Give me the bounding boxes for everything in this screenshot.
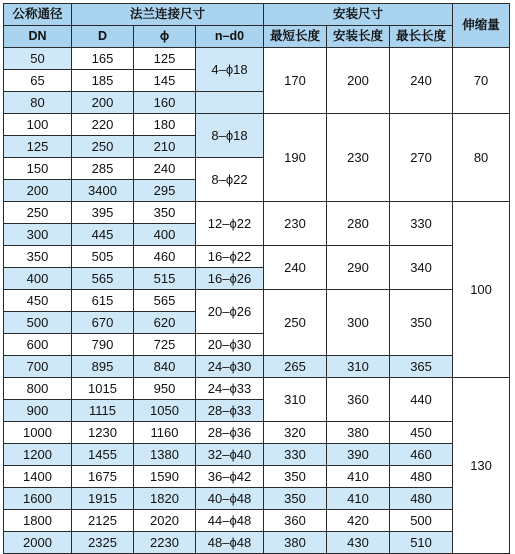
- cell-bolts: 20–ϕ26: [196, 290, 264, 334]
- cell-d: 1230: [72, 422, 134, 444]
- header-bolt-circle: ϕ: [134, 26, 196, 48]
- cell-max: 240: [390, 48, 453, 114]
- cell-dn: 1200: [4, 444, 72, 466]
- cell-std: 380: [327, 422, 390, 444]
- cell-d: 3400: [72, 180, 134, 202]
- cell-max: 510: [390, 532, 453, 554]
- header-install-length: 安装长度: [327, 26, 390, 48]
- header-max-length: 最长长度: [390, 26, 453, 48]
- cell-dn: 100: [4, 114, 72, 136]
- cell-d: 1915: [72, 488, 134, 510]
- table-row: [4, 378, 510, 400]
- cell-std: 390: [327, 444, 390, 466]
- cell-stretch: 130: [453, 378, 510, 554]
- cell-d: 250: [72, 136, 134, 158]
- cell-k: 145: [134, 70, 196, 92]
- cell-d: 1675: [72, 466, 134, 488]
- cell-k: 210: [134, 136, 196, 158]
- cell-d: 505: [72, 246, 134, 268]
- cell-max: 270: [390, 114, 453, 202]
- cell-min: 250: [264, 290, 327, 356]
- cell-bolts: 8–ϕ22: [196, 158, 264, 202]
- cell-k: 295: [134, 180, 196, 202]
- header-expansion: 伸缩量: [453, 4, 510, 48]
- cell-dn: 1000: [4, 422, 72, 444]
- cell-d: 220: [72, 114, 134, 136]
- cell-dn: 80: [4, 92, 72, 114]
- cell-k: 725: [134, 334, 196, 356]
- cell-k: 350: [134, 202, 196, 224]
- cell-dn: 50: [4, 48, 72, 70]
- cell-dn: 1800: [4, 510, 72, 532]
- cell-std: 310: [327, 356, 390, 378]
- cell-min: 330: [264, 444, 327, 466]
- cell-std: 410: [327, 466, 390, 488]
- header-flange-dimensions: 法兰连接尺寸: [72, 4, 264, 26]
- cell-dn: 500: [4, 312, 72, 334]
- cell-min: 350: [264, 466, 327, 488]
- cell-k: 1160: [134, 422, 196, 444]
- cell-stretch: 100: [453, 202, 510, 378]
- cell-dn: 350: [4, 246, 72, 268]
- cell-max: 480: [390, 488, 453, 510]
- table-row: [4, 290, 510, 312]
- cell-std: 230: [327, 114, 390, 202]
- cell-max: 500: [390, 510, 453, 532]
- cell-dn: 65: [4, 70, 72, 92]
- cell-d: 200: [72, 92, 134, 114]
- cell-d: 2125: [72, 510, 134, 532]
- cell-bolts: 16–ϕ22: [196, 246, 264, 268]
- cell-bolts: 24–ϕ33: [196, 378, 264, 400]
- cell-bolts: 44–ϕ48: [196, 510, 264, 532]
- cell-max: 440: [390, 378, 453, 422]
- bellows-spec-table: [3, 3, 510, 554]
- table-row: [4, 510, 510, 532]
- header-bolt-holes: n–d0: [196, 26, 264, 48]
- cell-std: 360: [327, 378, 390, 422]
- cell-bolts: 16–ϕ26: [196, 268, 264, 290]
- cell-k: 620: [134, 312, 196, 334]
- cell-bolts: 8–ϕ18: [196, 114, 264, 158]
- cell-min: 230: [264, 202, 327, 246]
- cell-max: 350: [390, 290, 453, 356]
- cell-k: 2230: [134, 532, 196, 554]
- cell-bolts: 20–ϕ30: [196, 334, 264, 356]
- cell-min: 320: [264, 422, 327, 444]
- cell-k: 950: [134, 378, 196, 400]
- cell-std: 290: [327, 246, 390, 290]
- cell-d: 185: [72, 70, 134, 92]
- cell-min: 240: [264, 246, 327, 290]
- cell-dn: 800: [4, 378, 72, 400]
- cell-dn: 400: [4, 268, 72, 290]
- table-row: [4, 532, 510, 554]
- cell-k: 840: [134, 356, 196, 378]
- cell-min: 190: [264, 114, 327, 202]
- cell-dn: 200: [4, 180, 72, 202]
- table-row: [4, 202, 510, 224]
- cell-k: 565: [134, 290, 196, 312]
- cell-stretch: 80: [453, 114, 510, 202]
- cell-dn: 300: [4, 224, 72, 246]
- cell-dn: 1600: [4, 488, 72, 510]
- cell-dn: 600: [4, 334, 72, 356]
- cell-dn: 700: [4, 356, 72, 378]
- cell-dn: 900: [4, 400, 72, 422]
- table-row: [4, 246, 510, 268]
- cell-min: 380: [264, 532, 327, 554]
- cell-bolts: 48–ϕ48: [196, 532, 264, 554]
- cell-k: 160: [134, 92, 196, 114]
- header-nominal-diameter: 公称通径: [4, 4, 72, 26]
- cell-min: 170: [264, 48, 327, 114]
- cell-d: 1455: [72, 444, 134, 466]
- cell-bolts: 40–ϕ48: [196, 488, 264, 510]
- cell-d: 445: [72, 224, 134, 246]
- cell-d: 565: [72, 268, 134, 290]
- cell-k: 1820: [134, 488, 196, 510]
- table-row: [4, 488, 510, 510]
- cell-min: 310: [264, 378, 327, 422]
- cell-d: 1115: [72, 400, 134, 422]
- cell-max: 340: [390, 246, 453, 290]
- table-row: [4, 114, 510, 136]
- header-min-length: 最短长度: [264, 26, 327, 48]
- cell-bolts: 32–ϕ40: [196, 444, 264, 466]
- cell-dn: 1400: [4, 466, 72, 488]
- cell-std: 410: [327, 488, 390, 510]
- cell-dn: 250: [4, 202, 72, 224]
- cell-k: 1380: [134, 444, 196, 466]
- cell-std: 200: [327, 48, 390, 114]
- header-d: D: [72, 26, 134, 48]
- spec-table-container: [3, 3, 510, 554]
- table-row: [4, 356, 510, 378]
- cell-k: 1590: [134, 466, 196, 488]
- cell-d: 895: [72, 356, 134, 378]
- cell-d: 165: [72, 48, 134, 70]
- cell-bolts: 28–ϕ33: [196, 400, 264, 422]
- cell-bolts: 28–ϕ36: [196, 422, 264, 444]
- cell-k: 180: [134, 114, 196, 136]
- cell-min: 350: [264, 488, 327, 510]
- cell-k: 1050: [134, 400, 196, 422]
- cell-max: 460: [390, 444, 453, 466]
- cell-std: 430: [327, 532, 390, 554]
- cell-d: 670: [72, 312, 134, 334]
- cell-max: 480: [390, 466, 453, 488]
- cell-max: 365: [390, 356, 453, 378]
- cell-stretch: 70: [453, 48, 510, 114]
- cell-min: 265: [264, 356, 327, 378]
- cell-d: 285: [72, 158, 134, 180]
- cell-d: 615: [72, 290, 134, 312]
- header-dn: DN: [4, 26, 72, 48]
- cell-dn: 450: [4, 290, 72, 312]
- cell-std: 420: [327, 510, 390, 532]
- header-installation-dimensions: 安装尺寸: [264, 4, 453, 26]
- cell-d: 395: [72, 202, 134, 224]
- cell-k: 240: [134, 158, 196, 180]
- cell-bolts: 12–ϕ22: [196, 202, 264, 246]
- cell-k: 515: [134, 268, 196, 290]
- cell-d: 790: [72, 334, 134, 356]
- table-row: [4, 48, 510, 70]
- cell-std: 280: [327, 202, 390, 246]
- cell-k: 2020: [134, 510, 196, 532]
- table-row: [4, 444, 510, 466]
- cell-std: 300: [327, 290, 390, 356]
- table-row: [4, 422, 510, 444]
- cell-d: 2325: [72, 532, 134, 554]
- cell-bolts: 36–ϕ42: [196, 466, 264, 488]
- cell-max: 450: [390, 422, 453, 444]
- cell-bolts: 24–ϕ30: [196, 356, 264, 378]
- table-row: [4, 466, 510, 488]
- cell-k: 400: [134, 224, 196, 246]
- cell-bolts: 4–ϕ18: [196, 48, 264, 92]
- cell-dn: 125: [4, 136, 72, 158]
- cell-k: 125: [134, 48, 196, 70]
- cell-k: 460: [134, 246, 196, 268]
- cell-bolts-empty: [196, 92, 264, 114]
- cell-dn: 2000: [4, 532, 72, 554]
- cell-d: 1015: [72, 378, 134, 400]
- cell-min: 360: [264, 510, 327, 532]
- cell-max: 330: [390, 202, 453, 246]
- cell-dn: 150: [4, 158, 72, 180]
